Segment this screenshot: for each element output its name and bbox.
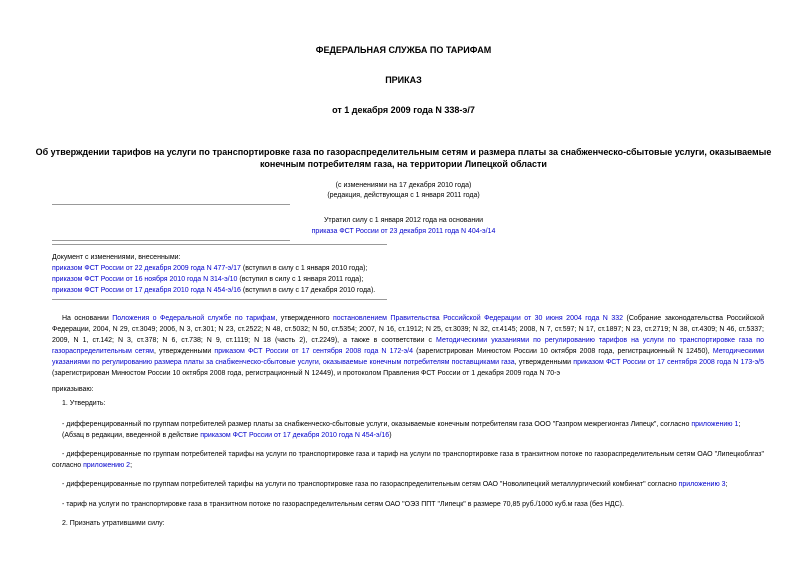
divider — [52, 240, 290, 241]
item-1: 1. Утвердить: — [62, 400, 106, 407]
amendments-block — [52, 252, 375, 296]
doc-date: от 1 декабря 2009 года N 338-э/7 — [332, 105, 475, 115]
item-2: 2. Признать утратившими силу: — [62, 520, 165, 527]
link-appendix-3[interactable]: приложению 3 — [678, 481, 726, 488]
amendment-item: приказом ФСТ России от 16 ноября 2010 года N 314-э/10 (вступил в силу с 1 января 2011 года); — [52, 276, 364, 283]
bullet-1: - дифференцированный по группам потребителей размер платы за снабженческо-сбытовые услуги, оказываемые конечным потребителям газа ООО "Газпром межрегионгаз Липецк", согласно приложению 1; (Абзац в редакции, введенной в действие приказом ФСТ России от 17 декабря 2010 года N 454-э/16) — [62, 421, 741, 439]
orders-text: приказываю: — [52, 386, 94, 393]
amendment-item: приказом ФСТ России от 22 декабря 2009 года N 477-э/17 (вступил в силу с 1 января 2010 года); — [52, 265, 368, 272]
bullet-3: - дифференцированные по группам потребителей тарифы на услуги по транспортировке газа по газораспределительным сетям ОАО "Новолипецкий металлургический комбинат" согласно приложению 3; — [62, 481, 728, 488]
divider — [52, 244, 387, 245]
amendment-link[interactable]: приказом ФСТ России от 22 декабря 2009 года N 477-э/17 — [52, 265, 241, 272]
basis-paragraph: На основании Положения о Федеральной службе по тарифам, утвержденного постановлением Правительства Российской Федерации от 30 июня 2004 года N 332 (Собрание законодательства Российской Федерации, 2004, N 29, ст.3049; 2006, N 3, ст.301; N 23, ст.2522; N 48, ст.5032; N 50, ст.5354; 2007, N 16, ст.1912; N 25, ст.3039; N 32, ст.4145; 2008, N 7, ст.597; N 17, ст.1897; N 23, ст.2719; N 38, ст.4309; N 46, ст.5337; 2009, N 1, ст.142; N 3, ст.378; N 6, ст.738; N 9, ст.1119; N 18 (часть 2), ст.2249), а также в соответствии с Методическими указаниями по регулированию тарифов на услуги по транспортировке газа по газораспределительным сетям, утвержденными приказом ФСТ России от 17 сентября 2008 года N 172-э/4 (зарегистрирован Минюстом России 10 октября 2008 года, регистрационный N 12450), Методическими указаниями по регулированию размера платы за снабженческо-сбытовые услуги, оказываемые конечным потребителям поставщиками газа, утвержденными приказом ФСТ России от 17 сентября 2008 года N 173-э/5 (зарегистрирован Минюстом России 10 октября 2008 года, регистрационный N 12449), и протоколом Правления ФСТ России от 1 декабря 2009 года N 70-э — [52, 315, 765, 377]
divider — [52, 299, 387, 300]
edition-redaction: (редакция, действующая с 1 января 2011 года) — [327, 192, 480, 199]
bullet-4: - тариф на услуги по транспортировке газа в транзитном потоке по газораспределительным сетям ОАО "ОЭЗ ППТ "Липецк" в размере 70,85 руб./1000 куб.м газа (без НДС). — [62, 501, 624, 508]
link-order-172[interactable]: приказом ФСТ России от 17 сентября 2008 года N 172-э/4 — [214, 348, 413, 355]
lost-force-text: Утратил силу с 1 января 2012 года на основании — [323, 217, 484, 224]
amendment-link[interactable]: приказом ФСТ России от 16 ноября 2010 года N 314-э/10 — [52, 276, 238, 283]
edition-changes: (с изменениями на 17 декабря 2010 года) — [335, 182, 472, 189]
lost-force-link[interactable]: приказа ФСТ России от 23 декабря 2011 года N 404-э/14 — [311, 228, 496, 235]
link-methodology-supply[interactable]: Методическими указаниями по регулированию размера платы за снабженческо-сбытовые услуги, оказываемые конечным потребителям поставщиками газа — [52, 348, 764, 366]
divider — [52, 204, 290, 205]
link-order-454[interactable]: приказом ФСТ России от 17 декабря 2010 года N 454-э/16 — [200, 432, 390, 439]
amendments-heading: Документ с изменениями, внесенными: — [52, 254, 181, 261]
link-methodology-transport[interactable]: Методическими указаниями по регулированию тарифов на услуги по транспортировке газа по газораспределительным сетям — [52, 337, 764, 355]
amendment-item: приказом ФСТ России от 17 декабря 2010 года N 454-э/16 (вступил в силу с 17 декабря 2010 года). — [52, 287, 376, 294]
doc-type: ПРИКАЗ — [385, 75, 422, 85]
amendment-link[interactable]: приказом ФСТ России от 17 декабря 2010 года N 454-э/16 — [52, 287, 241, 294]
bullet-2: - дифференцированные по группам потребителей тарифы на услуги по транспортировке газа и тариф на услуги по транспортировке газа в транзитном потоке по газораспределительным сетям ОАО "Липецкоблгаз" согласно приложению 2; — [52, 451, 764, 469]
link-appendix-1[interactable]: приложению 1 — [691, 421, 739, 428]
link-appendix-2[interactable]: приложению 2 — [83, 462, 131, 469]
link-order-173[interactable]: приказом ФСТ России от 17 сентября 2008 года N 173-э/5 — [573, 359, 764, 366]
link-regulation[interactable]: Положения о Федеральной службе по тарифам — [112, 315, 276, 322]
agency-name: ФЕДЕРАЛЬНАЯ СЛУЖБА ПО ТАРИФАМ — [315, 45, 492, 55]
link-government-decree[interactable]: постановлением Правительства Российской Федерации от 30 июня 2004 года N 332 — [332, 315, 624, 322]
doc-title: Об утверждении тарифов на услуги по транспортировке газа по газораспределительным сетям и размера платы за снабженческо-сбытовые услуги, оказываемые конечным потребителям газа, на территории Липецкой области — [35, 147, 772, 170]
